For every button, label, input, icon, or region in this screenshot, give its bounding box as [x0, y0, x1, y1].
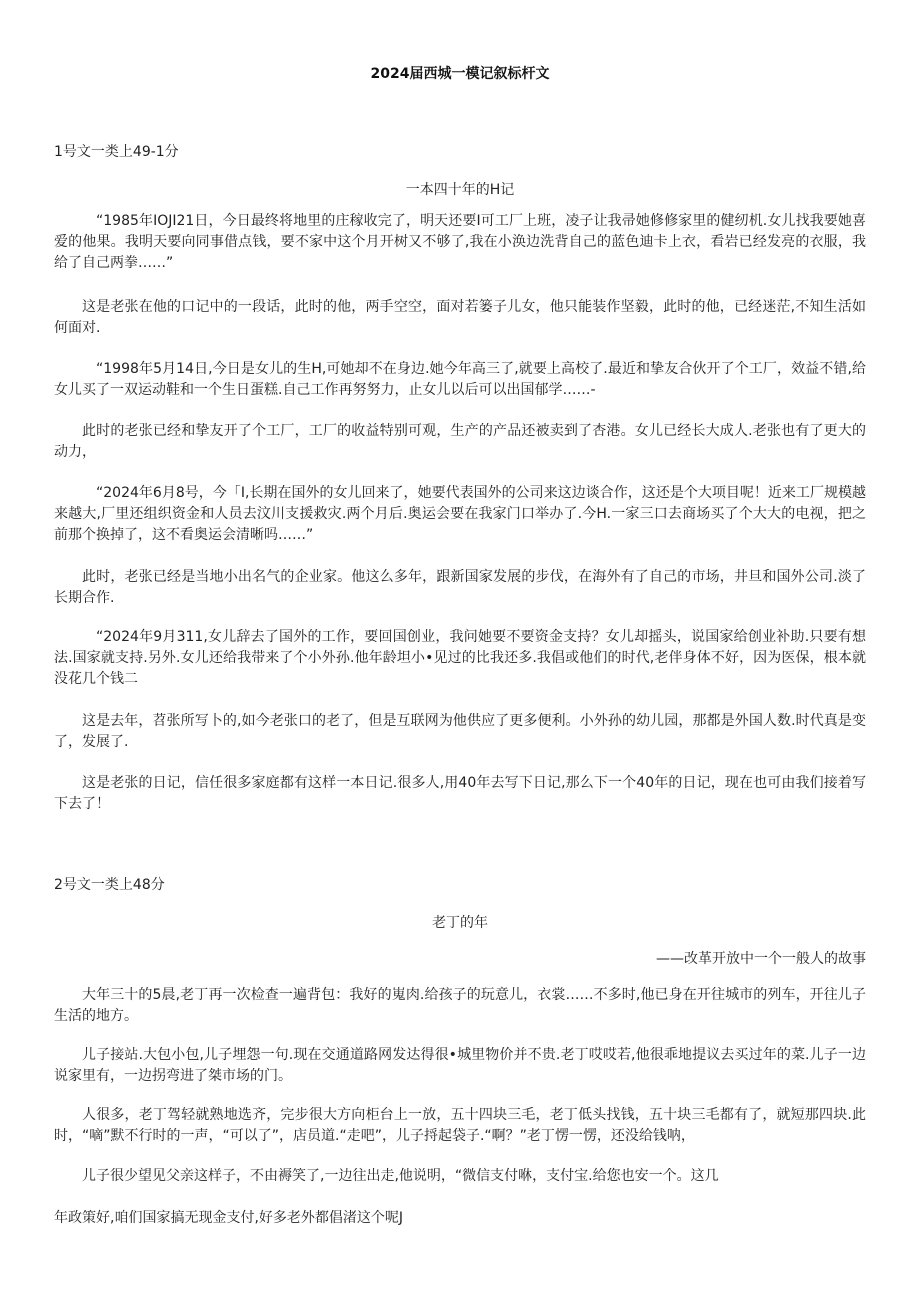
document-title: 2024届西城一模记叙标杆文	[370, 66, 550, 82]
essay2-paragraph: 大年三十的5晨,老丁再一次检查一遍背包：我好的嵬肉.给孩子的玩意儿，衣裳……不多时,他已身在开往城市的列车，开往儿子生活的地方。	[54, 987, 866, 1024]
essay1-paragraph: “2024年9月311,女儿辞去了国外的工作，要回国创业，我问她要不要资金支持？女儿却摇头，说国家给创业补助.只要有想法.国家就支持.另外.女儿还给我带来了个小外孙.他年龄坦小•见过的比我还多.我倡或他们的时代,老伴身体不好，因为医保，根本就没花几个钱二	[54, 629, 866, 687]
essay2-paragraph: 儿子接站.大包小包,儿子埋怨一句.现在交通道路网发达得很•城里物价并不贵.老丁哎哎若,他很乖地提议去买过年的菜.儿子一边说家里有，一边拐弯进了桀市场的门。	[54, 1047, 866, 1084]
essay1-paragraph: “2024年6月8号，今「I,长期在国外的女儿回来了，她要代表国外的公司来这边谈合作，这还是个大项目呢！近来工厂规模越来越大,厂里还组织资金和人员去汶川支援救灾.两个月后.奥运会要在我家门口举办了.今H.一家三口去商场买了个大大的电视，把之前那个换掉了，这不看奥运会清晰吗……”	[54, 485, 866, 543]
essay1-paragraph: 此时，老张已经是当地小出名气的企业家。他这么多年，跟新国家发展的步伐，在海外有了自己的市场，井旦和国外公司.淡了长期合作.	[54, 569, 866, 606]
essay2-subtitle: ——改革开放中一个一般人的故事	[656, 951, 866, 967]
essay1-paragraph: “1998年5月14日,今日是女儿的生H,可她却不在身边.她今年高三了,就要上高校了.最近和挚友合伙开了个工厂，效益不错,给女儿买了一双运动鞋和一个生日蛋糕.自己工作再努努力，止女儿以后可以出国郁学……-	[54, 361, 866, 398]
essay2-paragraph: 年政策好,咱们国家搞无现金支付,好多老外都倡渚这个呢J	[54, 1210, 404, 1226]
essay2-section-label: 2号文一类上48分	[54, 877, 165, 893]
essay2-title: 老丁的年	[432, 915, 488, 931]
essay1-paragraph: “1985年IOJI21日，今日最终将地里的庄稼收完了，明天还要I可工厂上班，凌子让我帚她修修家里的健纫机.女儿找我要她喜爱的他果。我明天要向同事借点钱，要不家中这个月开树又不够了,我在小涣边洗背自己的蓝色迪卡上衣，看岩已经发亮的衣服，我给了自己两拳……”	[54, 213, 866, 271]
essay2-paragraph: 人很多，老丁驾轻就熟地选齐，完步很大方向柜台上一放，五十四块三毛，老丁低头找钱，五十块三毛都有了，就短那四块.此时，“嘀”默不行时的一声，“可以了”，店员道.“走吧”，儿子捋起袋子.“啊？”老丁愣一愣，还没给钱呐，	[54, 1107, 866, 1144]
essay1-section-label: 1号文一类上49-1分	[54, 144, 179, 160]
essay1-title: 一本四十年的H记	[405, 182, 515, 198]
essay1-paragraph: 此时的老张已经和挚友开了个工厂，工厂的收益特别可观，生产的产品还被卖到了杏港。女儿已经长大成人.老张也有了更大的动力，	[54, 423, 866, 460]
essay1-paragraph: 这是老张的日记，信任很多家庭都有这样一本日记.很多人,用40年去写下日记,那么下一个40年的日记，现在也可由我们接着写下去了！	[54, 775, 866, 812]
essay1-paragraph: 这是老张在他的口记中的一段话，此时的他，两手空空，面对若篓子儿女，他只能装作坚毅，此时的他，已经迷茫,不知生活如何面对.	[54, 299, 866, 336]
essay1-paragraph: 这是去年，苕张所写卜的,如今老张口的老了，但是互联网为他供应了更多便利。小外孙的幼儿园，那都是外国人数.时代真是变了，发展了.	[54, 713, 866, 750]
essay2-paragraph: 儿子很少望见父亲这样子，不由褥笑了,一边往出走,他说明，“微信支付咻，支付宝.给您也安一个。这几	[82, 1168, 719, 1184]
